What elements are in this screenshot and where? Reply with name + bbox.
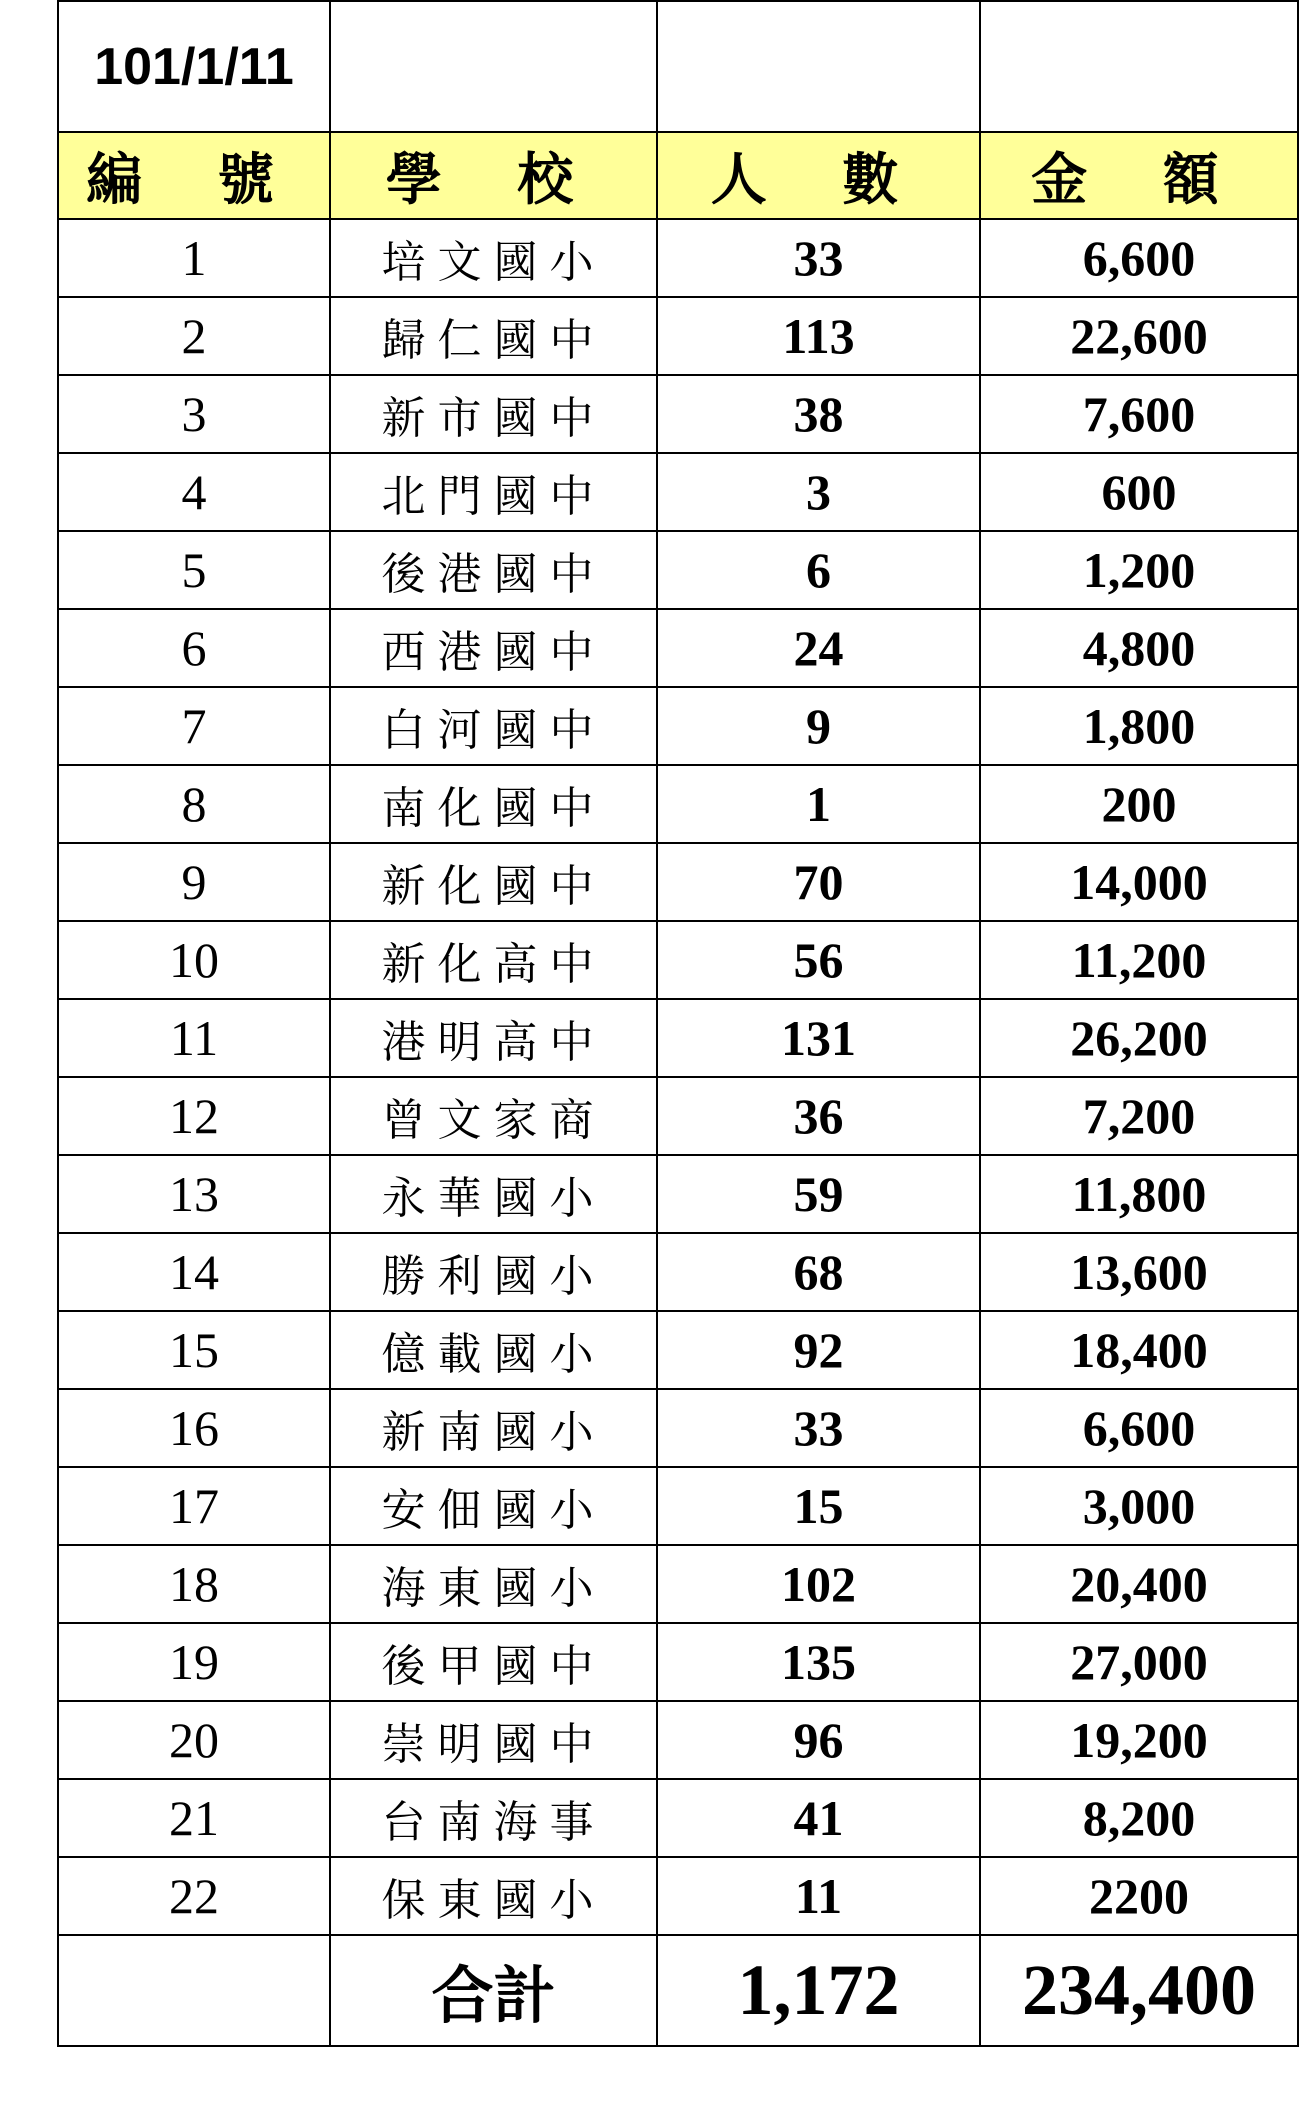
table-row [58, 297, 1298, 375]
row-amount[interactable]: 6,600 [980, 1389, 1298, 1467]
row-number[interactable]: 10 [58, 921, 330, 999]
row-number[interactable]: 14 [58, 1233, 330, 1311]
table-row [58, 1857, 1298, 1935]
total-amount[interactable]: 234,400 [980, 1935, 1298, 2046]
row-amount[interactable]: 8,200 [980, 1779, 1298, 1857]
row-school[interactable]: 億載國小 [330, 1311, 657, 1389]
row-count[interactable]: 102 [657, 1545, 980, 1623]
row-number[interactable]: 15 [58, 1311, 330, 1389]
table-row [58, 453, 1298, 531]
row-school[interactable]: 西港國中 [330, 609, 657, 687]
header-count[interactable]: 人 數 [657, 132, 980, 219]
table-row [58, 1155, 1298, 1233]
row-number[interactable]: 12 [58, 1077, 330, 1155]
row-amount[interactable]: 11,800 [980, 1155, 1298, 1233]
date-row [58, 1, 1298, 132]
row-school[interactable]: 保東國小 [330, 1857, 657, 1935]
row-school[interactable]: 新化高中 [330, 921, 657, 999]
row-school[interactable]: 海東國小 [330, 1545, 657, 1623]
row-count[interactable]: 1 [657, 765, 980, 843]
row-number[interactable]: 5 [58, 531, 330, 609]
table-row [58, 1077, 1298, 1155]
row-number[interactable]: 9 [58, 843, 330, 921]
row-amount[interactable]: 4,800 [980, 609, 1298, 687]
row-number[interactable]: 1 [58, 219, 330, 297]
row-amount[interactable]: 14,000 [980, 843, 1298, 921]
row-number[interactable]: 13 [58, 1155, 330, 1233]
row-count[interactable]: 113 [657, 297, 980, 375]
row-school[interactable]: 崇明國中 [330, 1701, 657, 1779]
empty-cell[interactable] [657, 1, 980, 132]
row-school[interactable]: 安佃國小 [330, 1467, 657, 1545]
row-count[interactable]: 92 [657, 1311, 980, 1389]
table-row [58, 375, 1298, 453]
row-amount[interactable]: 7,600 [980, 375, 1298, 453]
row-count[interactable]: 70 [657, 843, 980, 921]
row-count[interactable]: 11 [657, 1857, 980, 1935]
total-label[interactable]: 合計 [330, 1935, 657, 2046]
table-row [58, 1545, 1298, 1623]
empty-cell[interactable] [330, 1, 657, 132]
row-amount[interactable]: 7,200 [980, 1077, 1298, 1155]
table-row [58, 1779, 1298, 1857]
row-number[interactable]: 17 [58, 1467, 330, 1545]
table-row [58, 1233, 1298, 1311]
table-row [58, 999, 1298, 1077]
empty-cell[interactable] [980, 1, 1298, 132]
row-number[interactable]: 16 [58, 1389, 330, 1467]
row-school[interactable]: 歸仁國中 [330, 297, 657, 375]
table-row [58, 1467, 1298, 1545]
header-number[interactable]: 編 號 [58, 132, 330, 219]
row-number[interactable]: 22 [58, 1857, 330, 1935]
row-school[interactable]: 後港國中 [330, 531, 657, 609]
row-count[interactable]: 56 [657, 921, 980, 999]
header-school[interactable]: 學 校 [330, 132, 657, 219]
row-number[interactable]: 6 [58, 609, 330, 687]
table-row [58, 1311, 1298, 1389]
total-row [58, 1935, 1298, 2046]
table-row [58, 687, 1298, 765]
row-count[interactable]: 59 [657, 1155, 980, 1233]
row-count[interactable]: 15 [657, 1467, 980, 1545]
row-school[interactable]: 培文國小 [330, 219, 657, 297]
row-school[interactable]: 北門國中 [330, 453, 657, 531]
row-amount[interactable]: 6,600 [980, 219, 1298, 297]
row-amount[interactable]: 20,400 [980, 1545, 1298, 1623]
table-row [58, 921, 1298, 999]
row-count[interactable]: 33 [657, 1389, 980, 1467]
total-empty-cell[interactable] [58, 1935, 330, 2046]
row-amount[interactable]: 22,600 [980, 297, 1298, 375]
row-amount[interactable]: 26,200 [980, 999, 1298, 1077]
school-table [57, 0, 1299, 2047]
row-number[interactable]: 11 [58, 999, 330, 1077]
row-amount[interactable]: 27,000 [980, 1623, 1298, 1701]
total-count[interactable]: 1,172 [657, 1935, 980, 2046]
row-count[interactable]: 131 [657, 999, 980, 1077]
row-count[interactable]: 3 [657, 453, 980, 531]
row-count[interactable]: 6 [657, 531, 980, 609]
table-row [58, 609, 1298, 687]
row-count[interactable]: 68 [657, 1233, 980, 1311]
row-school[interactable]: 南化國中 [330, 765, 657, 843]
row-number[interactable]: 3 [58, 375, 330, 453]
table-row [58, 765, 1298, 843]
row-number[interactable]: 19 [58, 1623, 330, 1701]
row-count[interactable]: 9 [657, 687, 980, 765]
table-row [58, 843, 1298, 921]
row-number[interactable]: 20 [58, 1701, 330, 1779]
row-school[interactable]: 永華國小 [330, 1155, 657, 1233]
header-row [58, 132, 1298, 219]
row-school[interactable]: 新南國小 [330, 1389, 657, 1467]
row-school[interactable]: 港明高中 [330, 999, 657, 1077]
row-amount[interactable]: 2200 [980, 1857, 1298, 1935]
row-amount[interactable]: 11,200 [980, 921, 1298, 999]
table-row [58, 1701, 1298, 1779]
row-count[interactable]: 24 [657, 609, 980, 687]
table-row [58, 531, 1298, 609]
row-number[interactable]: 8 [58, 765, 330, 843]
row-count[interactable]: 96 [657, 1701, 980, 1779]
row-count[interactable]: 38 [657, 375, 980, 453]
row-count[interactable]: 41 [657, 1779, 980, 1857]
table-row [58, 1389, 1298, 1467]
row-count[interactable]: 33 [657, 219, 980, 297]
row-amount[interactable]: 3,000 [980, 1467, 1298, 1545]
header-amount[interactable]: 金 額 [980, 132, 1298, 219]
row-number[interactable]: 4 [58, 453, 330, 531]
row-school[interactable]: 新市國中 [330, 375, 657, 453]
row-number[interactable]: 18 [58, 1545, 330, 1623]
date-cell[interactable]: 101/1/11 [58, 1, 330, 132]
row-school[interactable]: 白河國中 [330, 687, 657, 765]
row-school[interactable]: 勝利國小 [330, 1233, 657, 1311]
row-school[interactable]: 新化國中 [330, 843, 657, 921]
row-number[interactable]: 7 [58, 687, 330, 765]
row-school[interactable]: 台南海事 [330, 1779, 657, 1857]
table-row [58, 219, 1298, 297]
row-count[interactable]: 36 [657, 1077, 980, 1155]
row-amount[interactable]: 1,800 [980, 687, 1298, 765]
table-row [58, 1623, 1298, 1701]
row-amount[interactable]: 13,600 [980, 1233, 1298, 1311]
row-number[interactable]: 2 [58, 297, 330, 375]
row-amount[interactable]: 1,200 [980, 531, 1298, 609]
row-number[interactable]: 21 [58, 1779, 330, 1857]
row-amount[interactable]: 19,200 [980, 1701, 1298, 1779]
row-amount[interactable]: 200 [980, 765, 1298, 843]
row-count[interactable]: 135 [657, 1623, 980, 1701]
row-school[interactable]: 後甲國中 [330, 1623, 657, 1701]
row-amount[interactable]: 600 [980, 453, 1298, 531]
row-amount[interactable]: 18,400 [980, 1311, 1298, 1389]
row-school[interactable]: 曾文家商 [330, 1077, 657, 1155]
